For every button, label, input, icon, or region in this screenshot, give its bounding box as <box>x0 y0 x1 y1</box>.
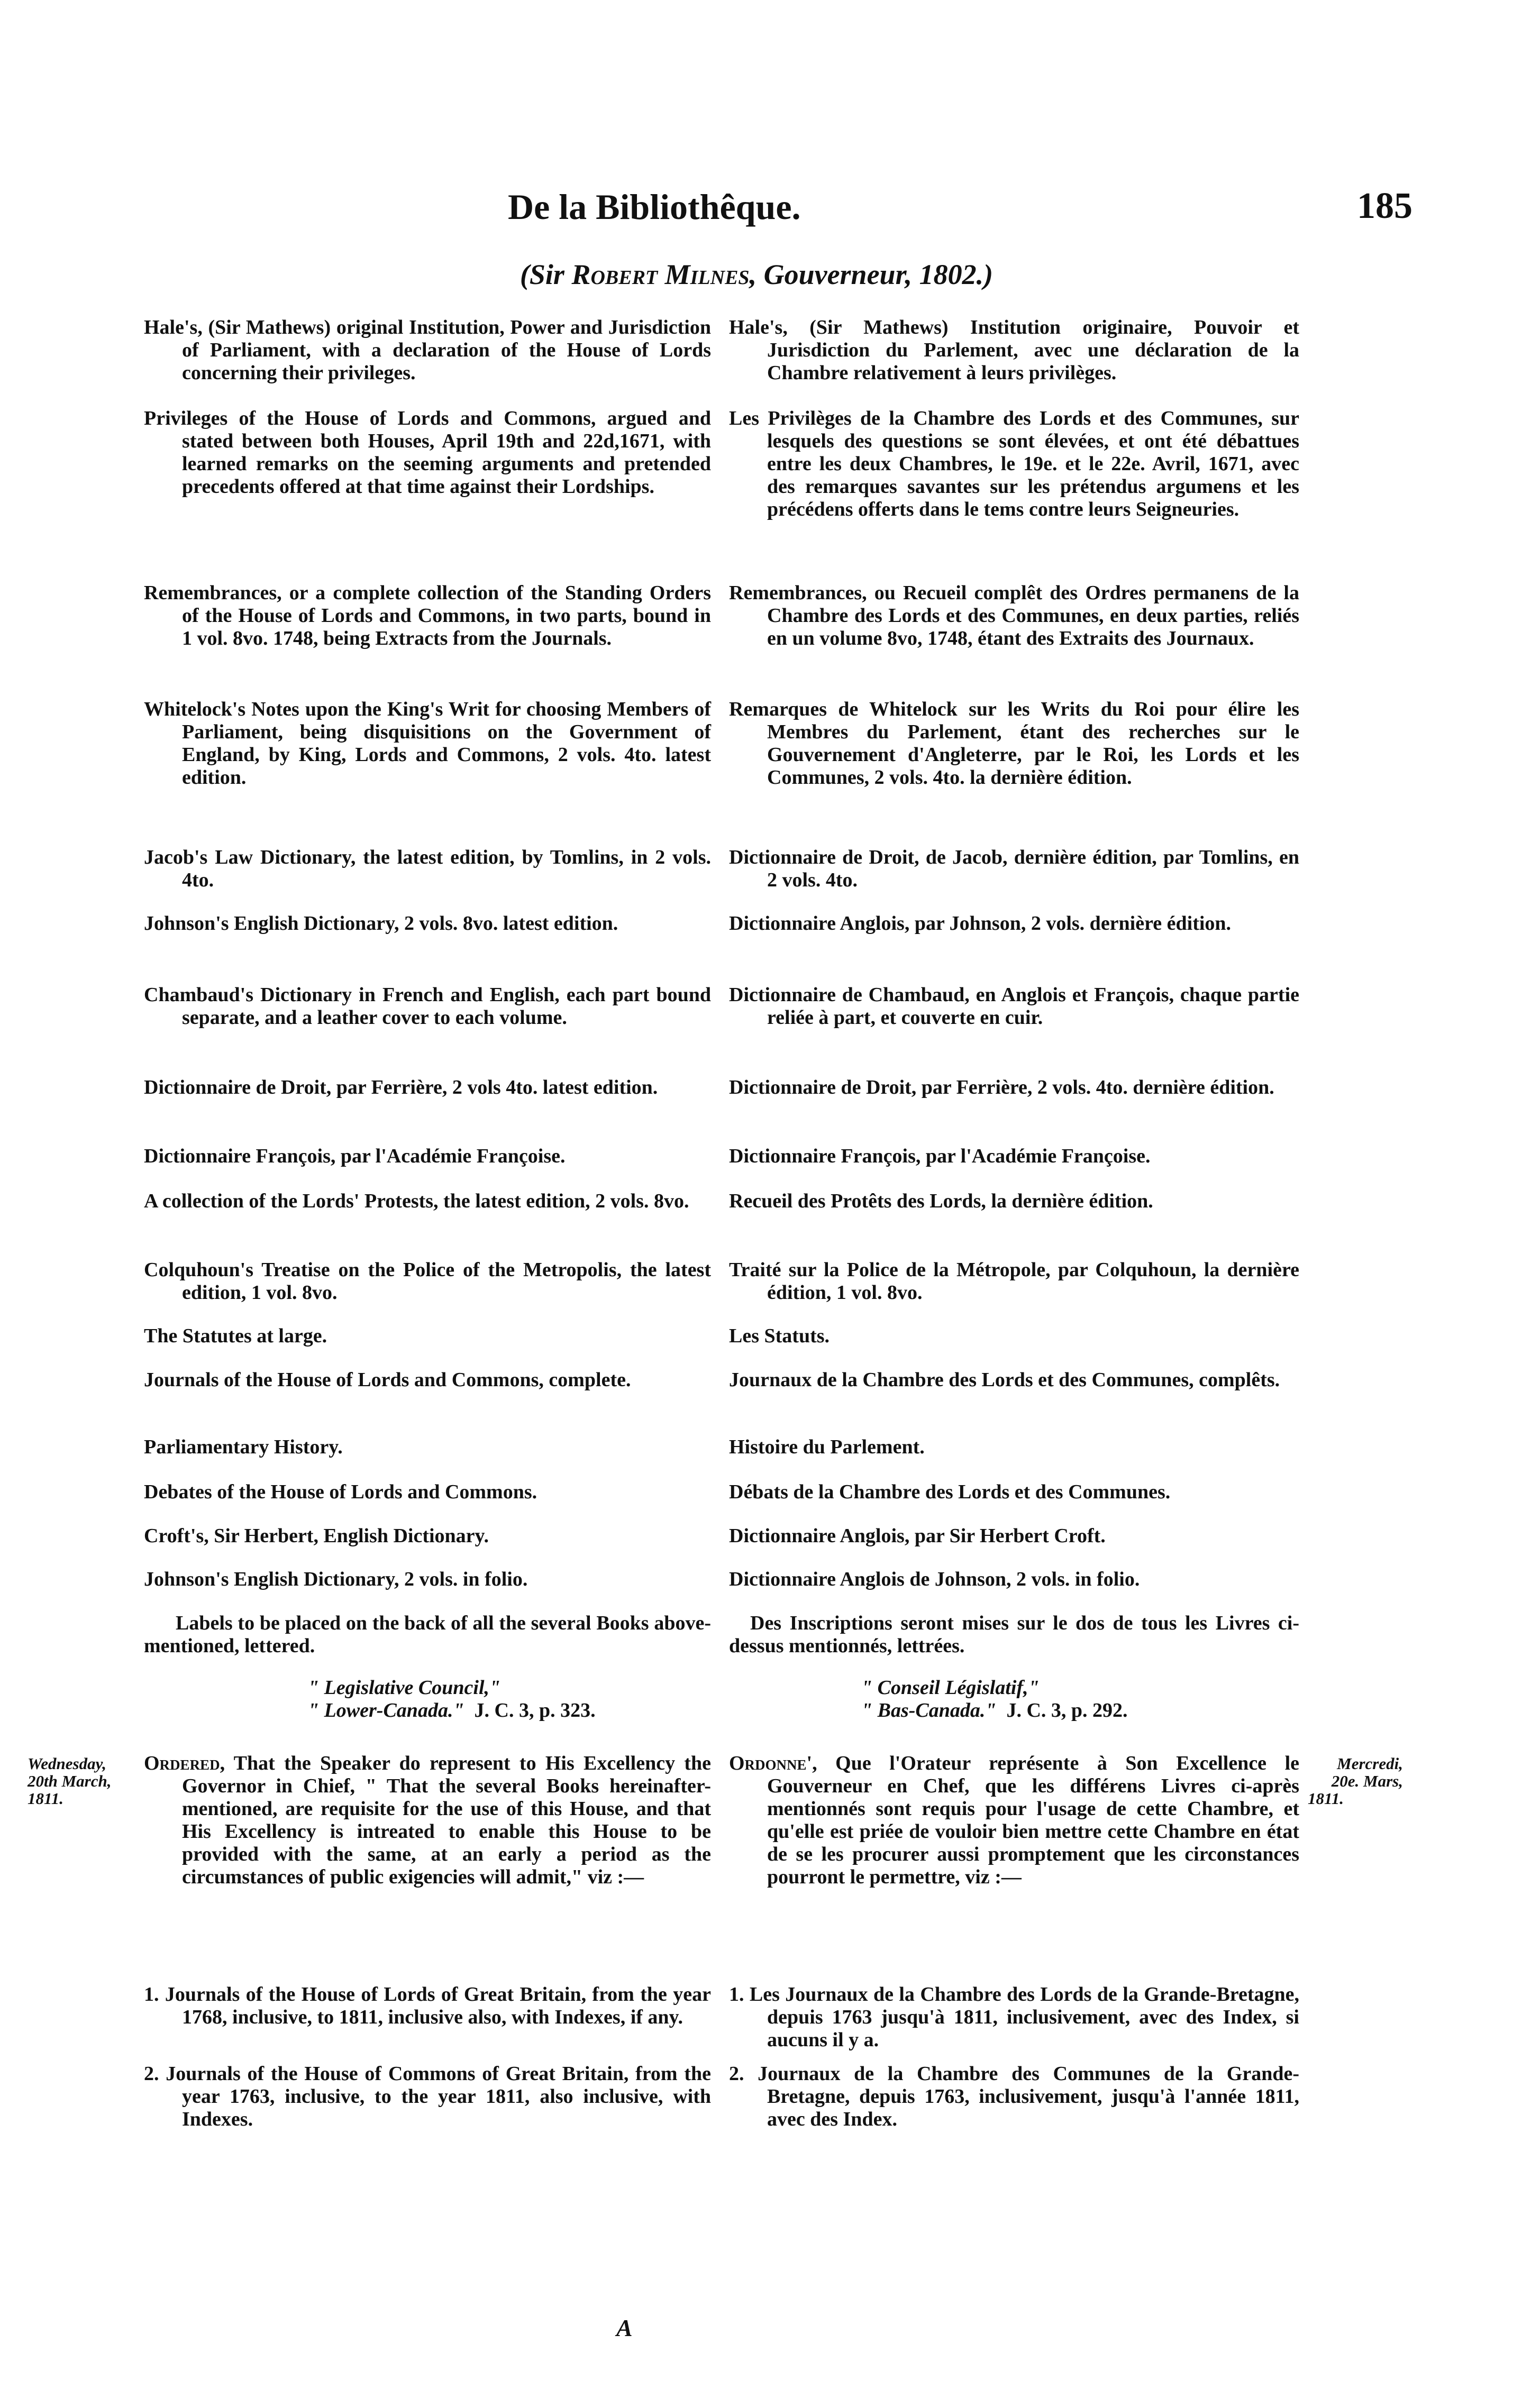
list-item: Dictionnaire de Droit, par Ferrière, 2 vols 4to. latest edition. <box>144 1076 658 1098</box>
signature-mark: A <box>616 2314 633 2341</box>
label-italic: " Lower-Canada." <box>308 1699 464 1722</box>
list-item: Journals of the House of Lords and Commons, complete. <box>144 1369 631 1391</box>
margin-note-left <box>28 1755 111 1807</box>
margin-note-line: Mercredi, <box>1337 1754 1403 1773</box>
list-item: The Statutes at large. <box>144 1325 327 1347</box>
list-item: Labels to be placed on the back of all the several Books above-mentioned, lettered. <box>144 1612 711 1657</box>
journal-reference: J. C. 3, p. 323. <box>474 1699 596 1722</box>
label-line: " Legislative Council," <box>308 1677 501 1699</box>
list-item: Johnson's English Dictionary, 2 vols. in folio. <box>144 1568 528 1590</box>
list-item: Dictionnaire François, par l'Académie Françoise. <box>144 1145 566 1167</box>
order-heading: Ordonne', <box>729 1752 817 1774</box>
list-item: Remembrances, or a complete collection of the Standing Orders of the House of Lords and Commons, in two parts, bound in 1 vol. 8vo. 1748, being Extracts from the Journals. <box>144 582 711 649</box>
list-item: Dictionnaire de Chambaud, en Anglois et François, chaque partie reliée à part, et couverte en cuir. <box>729 984 1299 1029</box>
label-line <box>308 1699 711 1722</box>
list-item: Debates of the House of Lords and Commons. <box>144 1481 537 1503</box>
margin-note-right <box>1302 1755 1403 1807</box>
list-item: Journaux de la Chambre des Lords et des Communes, complêts. <box>729 1369 1280 1391</box>
margin-note-line: 1811. <box>1308 1789 1344 1808</box>
list-item: Whitelock's Notes upon the King's Writ for choosing Members of Parliament, being disquisitions on the Government of England, by King, Lords and Commons, 2 vols. 4to. latest edition. <box>144 698 711 789</box>
numbered-item: 1. Journals of the House of Lords of Great Britain, from the year 1768, inclusive, to 1811, inclusive also, with Indexes, if any. <box>144 1983 711 2028</box>
list-item: Parliamentary History. <box>144 1436 343 1458</box>
page-subtitle <box>0 258 1513 291</box>
list-item: Chambaud's Dictionary in French and English, each part bound separate, and a leather cover to each volume. <box>144 984 711 1029</box>
list-item: Johnson's English Dictionary, 2 vols. 8vo. latest edition. <box>144 912 618 935</box>
list-item: Des Inscriptions seront mises sur le dos de tous les Livres ci-dessus mentionnés, lettrées. <box>729 1612 1299 1657</box>
subtitle-suffix: Gouverneur, 1802.) <box>763 259 994 290</box>
list-item: Hale's, (Sir Mathews) Institution originaire, Pouvoir et Jurisdiction du Parlement, avec une déclaration de la Chambre relativement à leurs privilèges. <box>729 316 1299 384</box>
subtitle-prefix: (Sir <box>519 259 564 290</box>
list-item: Dictionnaire François, par l'Académie Françoise. <box>729 1145 1151 1167</box>
order-body: That the Speaker do represent to His Excellency the Governor in Chief, " That the several Books hereinafter-mentioned, are requisite for the use of this House, and that His Excellency is intreated to enable this House to be provided with the same, at an early a period as the circumstances of public exigencies will admit," viz :— <box>182 1752 711 1888</box>
margin-note-line: 20e. Mars, <box>1331 1772 1403 1790</box>
label-italic: " Bas-Canada." <box>861 1699 997 1722</box>
list-item: Remarques de Whitelock sur les Writs du Roi pour élire les Membres du Parlement, étant des recherches sur le Gouvernement d'Angleterre, par le Roi, les Lords et les Communes, 2 vols. 4to. la dernière édition. <box>729 698 1299 789</box>
list-item: Colquhoun's Treatise on the Police of the Metropolis, the latest edition, 1 vol. 8vo. <box>144 1259 711 1304</box>
label-instruction-left <box>144 1677 711 1722</box>
page-title: De la Bibliothêque. <box>508 187 801 227</box>
order-text-right <box>729 1752 1299 1889</box>
order-text-left <box>144 1752 711 1889</box>
list-item: Les Privilèges de la Chambre des Lords et des Communes, sur lesquels des questions se sont élevées, et ont été débattues entre les deux Chambres, le 19e. et le 22e. Avril, 1671, avec des remarques savantes sur les prétendus argumens et les précédens offerts dans le tems contre leurs Seigneuries. <box>729 407 1299 520</box>
label-line: " Conseil Législatif," <box>861 1677 1040 1699</box>
order-body: Que l'Orateur représente à Son Excellence le Gouverneur en Chef, que les différens Livres ci-après mentionnés sont requis pour l'usage de cette Chambre, et qu'elle est priée de vouloir bien mettre cette Chambre en état de se les procurer aussi promptement que les circonstances pourront le permettre, viz :— <box>767 1752 1299 1888</box>
page-number: 185 <box>1357 186 1412 226</box>
list-item: Remembrances, ou Recueil complêt des Ordres permanens de la Chambre des Lords et des Communes, en deux parties, reliés en un volume 8vo, 1748, étant des Extraits des Journaux. <box>729 582 1299 649</box>
margin-note-line: Wednesday, <box>28 1754 106 1773</box>
margin-note-line: 20th March, <box>28 1772 112 1790</box>
list-item: Privileges of the House of Lords and Commons, argued and stated between both Houses, April 19th and 22d,1671, with learned remarks on the seeming arguments and pretended precedents offered at that time against their Lordships. <box>144 407 711 498</box>
numbered-item: 1. Les Journaux de la Chambre des Lords de la Grande-Bretagne, depuis 1763 jusqu'à 1811, inclusivement, avec des Index, si aucuns il y a. <box>729 1983 1299 2051</box>
margin-note-line: 1811. <box>28 1789 64 1808</box>
subtitle-name: Robert Milnes, <box>571 259 757 290</box>
list-item: A collection of the Lords' Protests, the latest edition, 2 vols. 8vo. <box>144 1190 689 1212</box>
list-item: Dictionnaire de Droit, par Ferrière, 2 vols. 4to. dernière édition. <box>729 1076 1274 1098</box>
journal-reference: J. C. 3, p. 292. <box>1006 1699 1128 1722</box>
list-item: Jacob's Law Dictionary, the latest edition, by Tomlins, in 2 vols. 4to. <box>144 846 711 891</box>
list-item: Dictionnaire Anglois, par Sir Herbert Croft. <box>729 1525 1106 1547</box>
label-instruction-right <box>729 1677 1299 1722</box>
list-item: Les Statuts. <box>729 1325 830 1347</box>
list-item: Débats de la Chambre des Lords et des Communes. <box>729 1481 1171 1503</box>
list-item: Traité sur la Police de la Métropole, par Colquhoun, la dernière édition, 1 vol. 8vo. <box>729 1259 1299 1304</box>
label-line <box>861 1699 1299 1722</box>
numbered-item: 2. Journaux de la Chambre des Communes de la Grande-Bretagne, depuis 1763, inclusivement, jusqu'à l'année 1811, avec des Index. <box>729 2063 1299 2130</box>
numbered-item: 2. Journals of the House of Commons of Great Britain, from the year 1763, inclusive, to the year 1811, also inclusive, with Indexes. <box>144 2063 711 2130</box>
list-item: Histoire du Parlement. <box>729 1436 925 1458</box>
list-item: Hale's, (Sir Mathews) original Institution, Power and Jurisdiction of Parliament, with a declaration of the House of Lords concerning their privileges. <box>144 316 711 384</box>
list-item: Dictionnaire Anglois de Johnson, 2 vols. in folio. <box>729 1568 1140 1590</box>
order-heading: Ordered, <box>144 1752 225 1774</box>
list-item: Dictionnaire Anglois, par Johnson, 2 vols. dernière édition. <box>729 912 1232 935</box>
list-item: Recueil des Protêts des Lords, la dernière édition. <box>729 1190 1153 1212</box>
list-item: Croft's, Sir Herbert, English Dictionary. <box>144 1525 489 1547</box>
list-item: Dictionnaire de Droit, de Jacob, dernière édition, par Tomlins, en 2 vols. 4to. <box>729 846 1299 891</box>
